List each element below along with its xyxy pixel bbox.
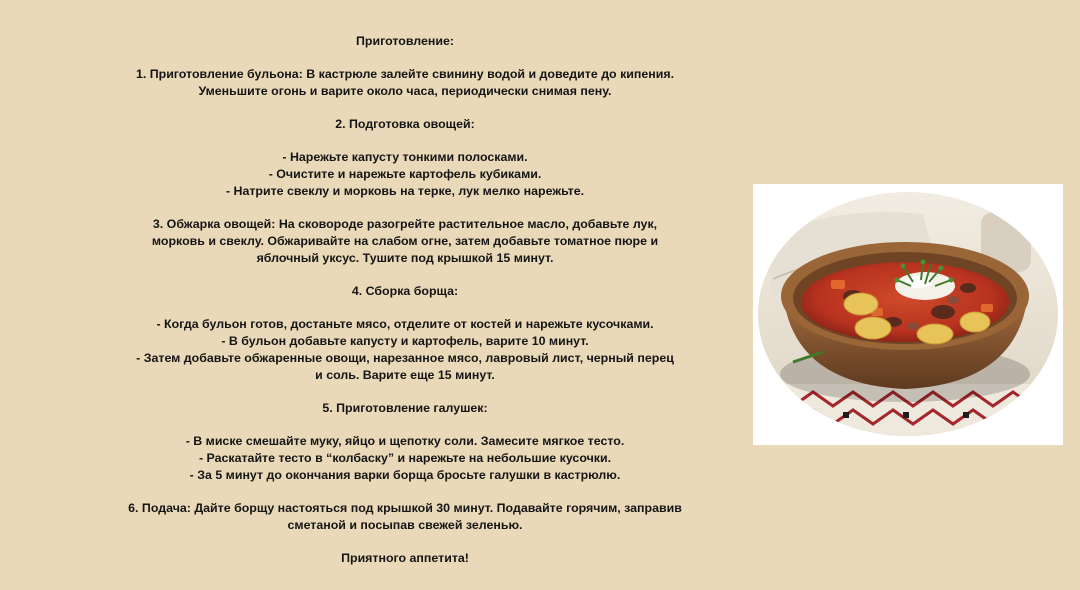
step-frying-line-1: 3. Обжарка овощей: На сковороде разогрейте растительное масло, добавьте лук,	[152, 217, 658, 231]
closing-phrase: Приятного аппетита!	[341, 551, 469, 565]
step-serving-line-2: сметаной и посыпав свежей зеленью.	[287, 518, 523, 532]
step-assembly-item-3b: и соль. Варите еще 15 минут.	[315, 368, 495, 382]
step-vegetables-title: 2. Подготовка овощей:	[335, 117, 475, 131]
step-vegetables-item-1: - Нарежьте капусту тонкими полосками.	[282, 150, 528, 164]
recipe-heading: Приготовление:	[356, 34, 454, 48]
step-dumplings-item-3: - За 5 минут до окончания варки борща бросьте галушки в кастрюлю.	[189, 468, 621, 482]
step-frying-line-2: морковь и свеклу. Обжаривайте на слабом огне, затем добавьте томатное пюре и	[151, 234, 659, 248]
step-vegetables-item-2: - Очистите и нарежьте картофель кубиками.	[268, 167, 542, 181]
step-assembly-item-3a: - Затем добавьте обжаренные овощи, нарезанное мясо, лавровый лист, черный перец	[136, 351, 674, 365]
step-broth-line-2: Уменьшите огонь и варите около часа, периодически снимая пену.	[198, 84, 612, 98]
step-assembly-item-1: - Когда бульон готов, достаньте мясо, отделите от костей и нарежьте кусочками.	[156, 317, 654, 331]
step-dumplings-title: 5. Приготовление галушек:	[322, 401, 488, 415]
step-dumplings-item-2: - Раскатайте тесто в “колбаску” и нарежьте на небольшие кусочки.	[198, 451, 612, 465]
recipe-text	[100, 33, 710, 567]
borscht-bowl-photo-icon	[753, 184, 1063, 445]
step-assembly-item-2: - В бульон добавьте капусту и картофель, варите 10 минут.	[221, 334, 589, 348]
step-serving-line-1: 6. Подача: Дайте борщу настояться под крышкой 30 минут. Подавайте горячим, заправив	[128, 501, 682, 515]
step-vegetables-item-3: - Натрите свеклу и морковь на терке, лук мелко нарежьте.	[225, 184, 585, 198]
step-assembly-title: 4. Сборка борща:	[351, 284, 459, 298]
borscht-photo	[753, 184, 1063, 445]
step-frying-line-3: яблочный уксус. Тушите под крышкой 15 минут.	[256, 251, 554, 265]
step-dumplings-item-1: - В миске смешайте муку, яйцо и щепотку соли. Замесите мягкое тесто.	[185, 434, 625, 448]
step-broth-line-1: 1. Приготовление бульона: В кастрюле залейте свинину водой и доведите до кипения.	[135, 67, 675, 81]
